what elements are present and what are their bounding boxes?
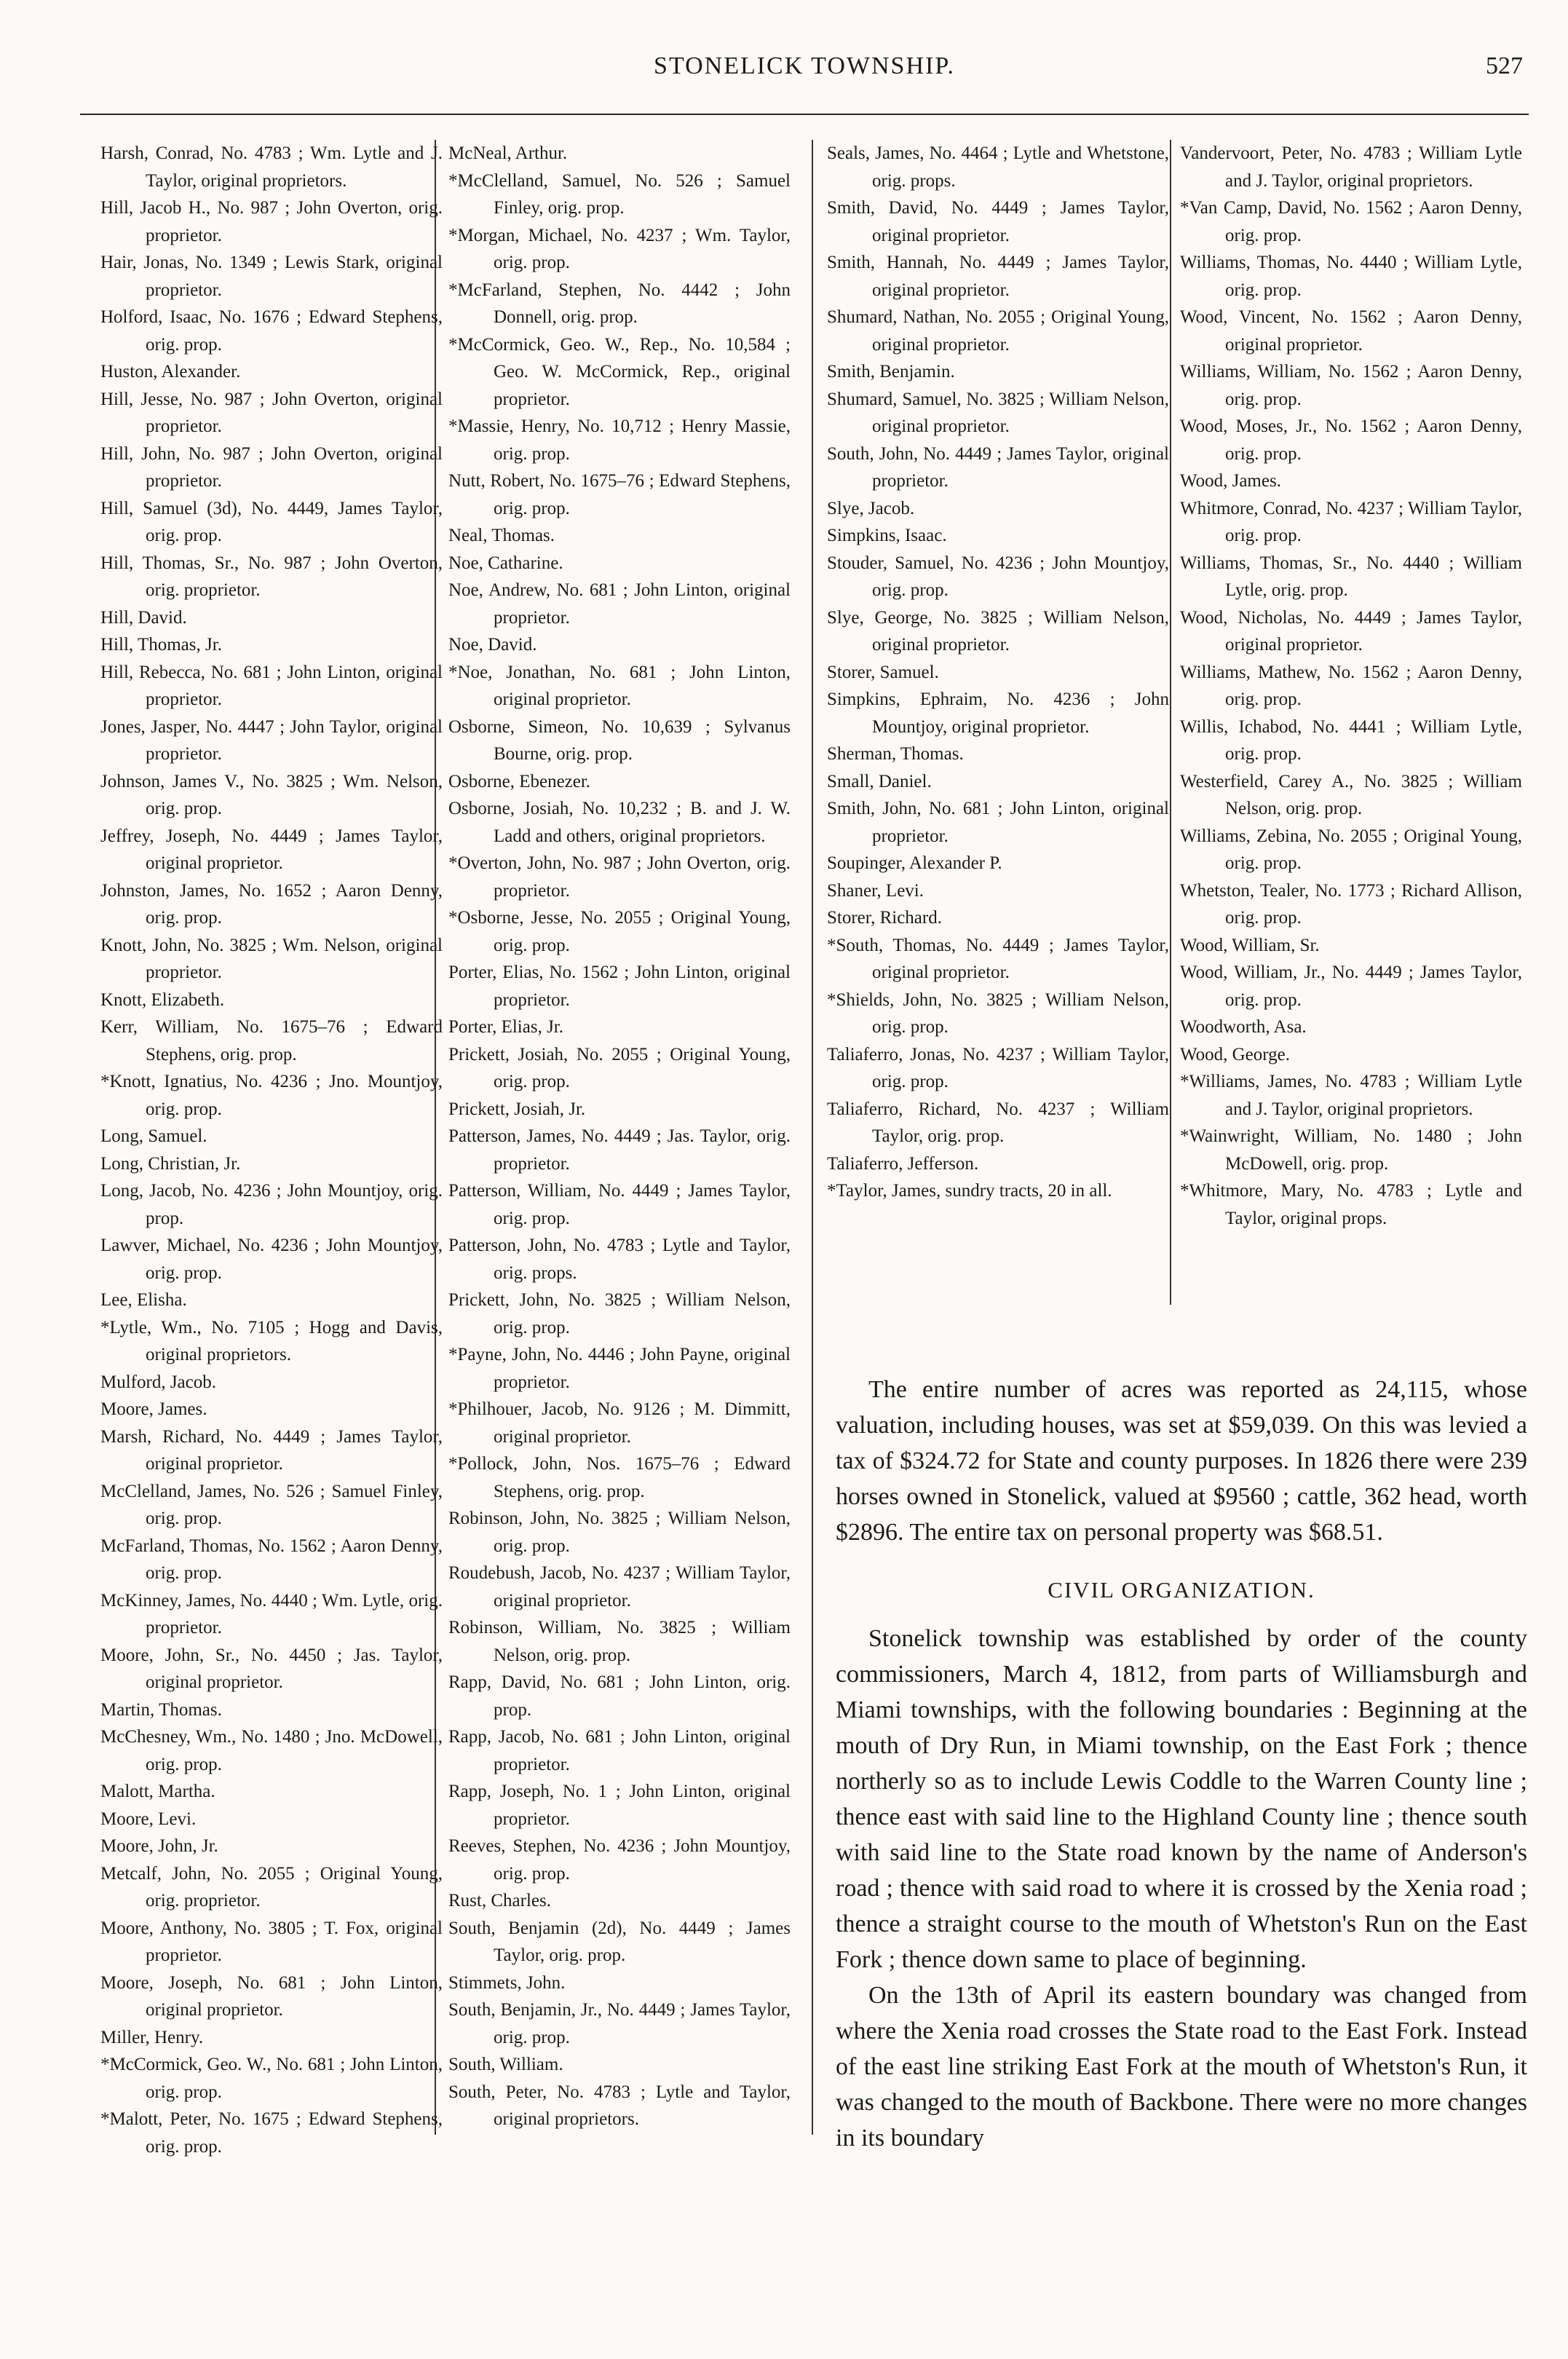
entry: Willis, Ichabod, No. 4441 ; William Lytle, orig. prop. [1180, 716, 1522, 764]
entry: Huston, Alexander. [100, 362, 241, 382]
entry: Osborne, Simeon, No. 10,639 ; Sylvanus Bourne, orig. prop. [448, 716, 791, 764]
entry: *Osborne, Jesse, No. 2055 ; Original Young, orig. prop. [448, 908, 791, 955]
entry: Slye, George, No. 3825 ; William Nelson, original proprietor. [827, 607, 1169, 655]
entry: Osborne, Josiah, No. 10,232 ; B. and J. W. Ladd and others, original proprietors. [448, 799, 791, 846]
tax-paragraph: The entire number of acres was reported as 24,115, whose valuation, including houses, was set at $59,039. On this was levied a tax of $324.72 for State and county purposes. In 1826 there were 239 horses owned in Stonelick, valued at $9560 ; cattle, 362 head, worth $2896. The entire tax on personal property was $68.51. [836, 1376, 1527, 1546]
entry: Reeves, Stephen, No. 4236 ; John Mountjoy, orig. prop. [448, 1836, 791, 1884]
entry: Roudebush, Jacob, No. 4237 ; William Taylor, original proprietor. [448, 1563, 791, 1611]
entry: Johnston, James, No. 1652 ; Aaron Denny, orig. prop. [100, 880, 443, 928]
entry: Jeffrey, Joseph, No. 4449 ; James Taylor, original proprietor. [100, 826, 443, 873]
entry: Storer, Samuel. [827, 662, 939, 682]
entry: Patterson, William, No. 4449 ; James Taylor, orig. prop. [448, 1181, 791, 1228]
entry: Hill, David. [100, 607, 187, 628]
entry: Moore, Joseph, No. 681 ; John Linton, original proprietor. [100, 1972, 443, 2020]
entry: Prickett, Josiah, No. 2055 ; Original Young, orig. prop. [448, 1044, 791, 1091]
entry: Marsh, Richard, No. 4449 ; James Taylor, original proprietor. [100, 1426, 443, 1474]
entry: Williams, Thomas, No. 4440 ; William Lytle, orig. prop. [1180, 253, 1522, 300]
entry: Whitmore, Conrad, No. 4237 ; William Taylor, orig. prop. [1180, 498, 1522, 545]
prose-section [836, 1372, 1527, 2156]
entries-column-2 [448, 140, 791, 2133]
running-title: STONELICK TOWNSHIP. [654, 52, 955, 79]
entry: *Wainwright, William, No. 1480 ; John McDowell, orig. prop. [1180, 1126, 1522, 1174]
entry: Smith, John, No. 681 ; John Linton, original proprietor. [827, 799, 1169, 846]
entry: *Taylor, James, sundry tracts, 20 in all. [827, 1181, 1112, 1201]
entry: South, Benjamin, Jr., No. 4449 ; James Taylor, orig. prop. [448, 2000, 791, 2047]
entry: McKinney, James, No. 4440 ; Wm. Lytle, orig. proprietor. [100, 1590, 443, 1637]
entry: Robinson, William, No. 3825 ; William Nelson, orig. prop. [448, 1618, 791, 1665]
entries-column-4 [1180, 140, 1522, 1232]
entry: Nutt, Robert, No. 1675–76 ; Edward Stephens, orig. prop. [448, 471, 791, 518]
entry: Slye, Jacob. [827, 498, 915, 518]
entry: Porter, Elias, No. 1562 ; John Linton, original proprietor. [448, 963, 791, 1010]
entry: Small, Daniel. [827, 771, 932, 791]
entry: McFarland, Thomas, No. 1562 ; Aaron Denny, orig. prop. [100, 1536, 443, 1583]
entry: Hill, Thomas, Sr., No. 987 ; John Overton, orig. proprietor. [100, 553, 443, 600]
entry: Mulford, Jacob. [100, 1372, 216, 1392]
entry: Johnson, James V., No. 3825 ; Wm. Nelson, orig. prop. [100, 771, 443, 818]
entry: McClelland, James, No. 526 ; Samuel Finley, orig. prop. [100, 1481, 443, 1528]
entry: Osborne, Ebenezer. [448, 771, 591, 791]
entry: Hair, Jonas, No. 1349 ; Lewis Stark, original proprietor. [100, 253, 443, 300]
entry: Shumard, Nathan, No. 2055 ; Original Young, original proprietor. [827, 307, 1169, 355]
entry: Vandervoort, Peter, No. 4783 ; William Lytle and J. Taylor, original proprietors. [1180, 143, 1522, 191]
entry: Storer, Richard. [827, 908, 942, 928]
entry: Noe, Catharine. [448, 553, 563, 573]
entry: Prickett, Josiah, Jr. [448, 1099, 586, 1119]
section-heading: CIVIL ORGANIZATION. [1048, 1577, 1315, 1603]
entry: Lawver, Michael, No. 4236 ; John Mountjoy, orig. prop. [100, 1236, 443, 1283]
entry: Simpkins, Ephraim, No. 4236 ; John Mountjoy, original proprietor. [827, 689, 1169, 737]
entry: *McCormick, Geo. W., No. 681 ; John Linton, orig. prop. [100, 2055, 443, 2102]
header-rule [80, 114, 1529, 115]
entry: Moore, John, Jr. [100, 1836, 218, 1856]
entry: Long, Jacob, No. 4236 ; John Mountjoy, orig. prop. [100, 1181, 443, 1228]
entry: Shumard, Samuel, No. 3825 ; William Nelson, original proprietor. [827, 389, 1169, 436]
entry: Hill, Thomas, Jr. [100, 635, 222, 655]
entry: Miller, Henry. [100, 2027, 204, 2047]
entry: Prickett, John, No. 3825 ; William Nelson, orig. prop. [448, 1290, 791, 1337]
entry: South, John, No. 4449 ; James Taylor, original proprietor. [827, 443, 1169, 491]
entry: *Payne, John, No. 4446 ; John Payne, original proprietor. [448, 1345, 791, 1392]
entry: Noe, Andrew, No. 681 ; John Linton, original proprietor. [448, 580, 791, 628]
entry: Noe, David. [448, 635, 537, 655]
entry: Long, Christian, Jr. [100, 1153, 241, 1174]
entry: Whetston, Tealer, No. 1773 ; Richard Allison, orig. prop. [1180, 880, 1522, 928]
entry: South, Peter, No. 4783 ; Lytle and Taylor, original proprietors. [448, 2082, 791, 2129]
entry: Sherman, Thomas. [827, 744, 964, 764]
entry: *Lytle, Wm., No. 7105 ; Hogg and Davis, original proprietors. [100, 1317, 443, 1364]
entry: Stouder, Samuel, No. 4236 ; John Mountjoy, orig. prop. [827, 553, 1169, 600]
entry: *Malott, Peter, No. 1675 ; Edward Stephens, orig. prop. [100, 2109, 443, 2157]
entry: Wood, William, Jr., No. 4449 ; James Taylor, orig. prop. [1180, 963, 1522, 1010]
entry: Jones, Jasper, No. 4447 ; John Taylor, original proprietor. [100, 716, 443, 764]
entry: Westerfield, Carey A., No. 3825 ; William Nelson, orig. prop. [1180, 771, 1522, 818]
entry: Metcalf, John, No. 2055 ; Original Young, orig. proprietor. [100, 1863, 443, 1910]
entry: *Van Camp, David, No. 1562 ; Aaron Denny, orig. prop. [1180, 198, 1522, 245]
entry: Woodworth, Asa. [1180, 1017, 1307, 1037]
entry: Holford, Isaac, No. 1676 ; Edward Stephens, orig. prop. [100, 307, 443, 355]
entry: *Knott, Ignatius, No. 4236 ; Jno. Mountjoy, orig. prop. [100, 1072, 443, 1119]
entry: Knott, John, No. 3825 ; Wm. Nelson, original proprietor. [100, 935, 443, 982]
entry: *Philhouer, Jacob, No. 9126 ; M. Dimmitt, original proprietor. [448, 1399, 791, 1447]
entry: McChesney, Wm., No. 1480 ; Jno. McDowell, orig. prop. [100, 1727, 443, 1774]
entry: Wood, Moses, Jr., No. 1562 ; Aaron Denny, orig. prop. [1180, 416, 1522, 464]
entry: Hill, Rebecca, No. 681 ; John Linton, original proprietor. [100, 662, 443, 709]
entry: South, Benjamin (2d), No. 4449 ; James Taylor, orig. prop. [448, 1918, 791, 1965]
entry: Porter, Elias, Jr. [448, 1017, 564, 1037]
entry: Hill, Jacob H., No. 987 ; John Overton, orig. proprietor. [100, 198, 443, 245]
entry: Hill, John, No. 987 ; John Overton, original proprietor. [100, 443, 443, 491]
entry: Wood, James. [1180, 471, 1281, 491]
entry: Moore, Levi. [100, 1809, 197, 1829]
entry: Wood, George. [1180, 1044, 1290, 1064]
entry: Smith, Benjamin. [827, 362, 955, 382]
entry: *McCormick, Geo. W., Rep., No. 10,584 ; Geo. W. McCormick, Rep., original proprietor. [448, 334, 791, 409]
entry: *Noe, Jonathan, No. 681 ; John Linton, original proprietor. [448, 662, 791, 709]
entry: Williams, Mathew, No. 1562 ; Aaron Denny, orig. prop. [1180, 662, 1522, 709]
entry: Rapp, Joseph, No. 1 ; John Linton, original proprietor. [448, 1782, 791, 1829]
entry: Martin, Thomas. [100, 1699, 222, 1720]
entry: Hill, Jesse, No. 987 ; John Overton, original proprietor. [100, 389, 443, 436]
entry: Shaner, Levi. [827, 880, 924, 901]
entry: Patterson, James, No. 4449 ; Jas. Taylor, orig. proprietor. [448, 1126, 791, 1174]
entry: Simpkins, Isaac. [827, 526, 947, 545]
entry: *McFarland, Stephen, No. 4442 ; John Donnell, orig. prop. [448, 280, 791, 327]
entry: Moore, John, Sr., No. 4450 ; Jas. Taylor, original proprietor. [100, 1645, 443, 1692]
entry: Williams, Thomas, Sr., No. 4440 ; William Lytle, orig. prop. [1180, 553, 1522, 600]
establishment-paragraph: Stonelick township was established by order of the county commissioners, March 4, 1812, from parts of Williamsburgh and Miami townships, with the following boundaries : Beginning at the mouth of Dry Run, in Miami township, on the East Fork ; thence northerly so as to include Lewis Coddle to the Warren County line ; thence east with said line to the Highland County line ; thence south with said line to the State road known by the name of Anderson's road ; thence with said road to where it is crossed by the Xenia road ; thence a straight course to the mouth of Whetston's Run on the East Fork ; thence down same to place of beginning. [836, 1625, 1527, 1973]
entry: Williams, William, No. 1562 ; Aaron Denny, orig. prop. [1180, 362, 1522, 409]
entry: Smith, Hannah, No. 4449 ; James Taylor, original proprietor. [827, 253, 1169, 300]
entry: Moore, James. [100, 1399, 207, 1419]
entry: Hill, Samuel (3d), No. 4449, James Taylor, orig. prop. [100, 498, 443, 545]
entry: Wood, Nicholas, No. 4449 ; James Taylor, original proprietor. [1180, 607, 1522, 655]
entry: Malott, Martha. [100, 1782, 215, 1801]
entry: Knott, Elizabeth. [100, 989, 225, 1010]
entry: South, William. [448, 2055, 563, 2074]
entry: *South, Thomas, No. 4449 ; James Taylor, original proprietor. [827, 935, 1169, 982]
entry: Williams, Zebina, No. 2055 ; Original Young, orig. prop. [1180, 826, 1522, 873]
entry: Patterson, John, No. 4783 ; Lytle and Taylor, orig. props. [448, 1236, 791, 1283]
entry: Neal, Thomas. [448, 526, 555, 545]
boundary-change-paragraph: On the 13th of April its eastern boundary was changed from where the Xenia road crosses the State road to the East Fork. Instead of the east line striking East Fork at the mouth of Whetston's Run, it was changed to the mouth of Backbone. There were no more changes in its boundary [836, 1982, 1527, 2151]
entries-column-3 [827, 140, 1169, 1205]
entry: Seals, James, No. 4464 ; Lytle and Whetstone, orig. props. [827, 143, 1169, 191]
entry: Soupinger, Alexander P. [827, 853, 1002, 873]
entry: Kerr, William, No. 1675–76 ; Edward Stephens, orig. prop. [100, 1017, 443, 1064]
entry: *Overton, John, No. 987 ; John Overton, orig. proprietor. [448, 853, 791, 901]
entry: *McClelland, Samuel, No. 526 ; Samuel Finley, orig. prop. [448, 170, 791, 218]
entry: Moore, Anthony, No. 3805 ; T. Fox, original proprietor. [100, 1918, 443, 1965]
entry: Taliaferro, Jefferson. [827, 1153, 979, 1174]
entry: Wood, William, Sr. [1180, 935, 1320, 955]
entry: Rapp, Jacob, No. 681 ; John Linton, original proprietor. [448, 1727, 791, 1774]
entry: Stimmets, John. [448, 1972, 566, 1993]
entry: *Williams, James, No. 4783 ; William Lytle and J. Taylor, original proprietors. [1180, 1072, 1522, 1119]
entry: *Shields, John, No. 3825 ; William Nelson, orig. prop. [827, 989, 1169, 1037]
column-divider [1170, 140, 1171, 1305]
entry: Rapp, David, No. 681 ; John Linton, orig. prop. [448, 1672, 791, 1720]
entry: Rust, Charles. [448, 1891, 551, 1910]
page-number: 527 [1486, 52, 1523, 79]
entry: *Pollock, John, Nos. 1675–76 ; Edward Stephens, orig. prop. [448, 1454, 791, 1501]
entry: Harsh, Conrad, No. 4783 ; Wm. Lytle and J. Taylor, original proprietors. [100, 143, 443, 191]
entry: Long, Samuel. [100, 1126, 207, 1146]
page-header [80, 52, 1529, 96]
entry: *Whitmore, Mary, No. 4783 ; Lytle and Taylor, original props. [1180, 1181, 1522, 1228]
entry: *Massie, Henry, No. 10,712 ; Henry Massie, orig. prop. [448, 416, 791, 464]
entry: Taliaferro, Jonas, No. 4237 ; William Taylor, orig. prop. [827, 1044, 1169, 1091]
entry: Lee, Elisha. [100, 1290, 187, 1310]
entry: Wood, Vincent, No. 1562 ; Aaron Denny, original proprietor. [1180, 307, 1522, 355]
entry: McNeal, Arthur. [448, 143, 568, 163]
entry: Taliaferro, Richard, No. 4237 ; William Taylor, orig. prop. [827, 1099, 1169, 1146]
entries-column-1 [100, 140, 443, 2160]
column-divider [812, 140, 813, 2135]
entry: Robinson, John, No. 3825 ; William Nelson, orig. prop. [448, 1509, 791, 1556]
entry: *Morgan, Michael, No. 4237 ; Wm. Taylor, orig. prop. [448, 225, 791, 272]
entry: Smith, David, No. 4449 ; James Taylor, original proprietor. [827, 198, 1169, 245]
